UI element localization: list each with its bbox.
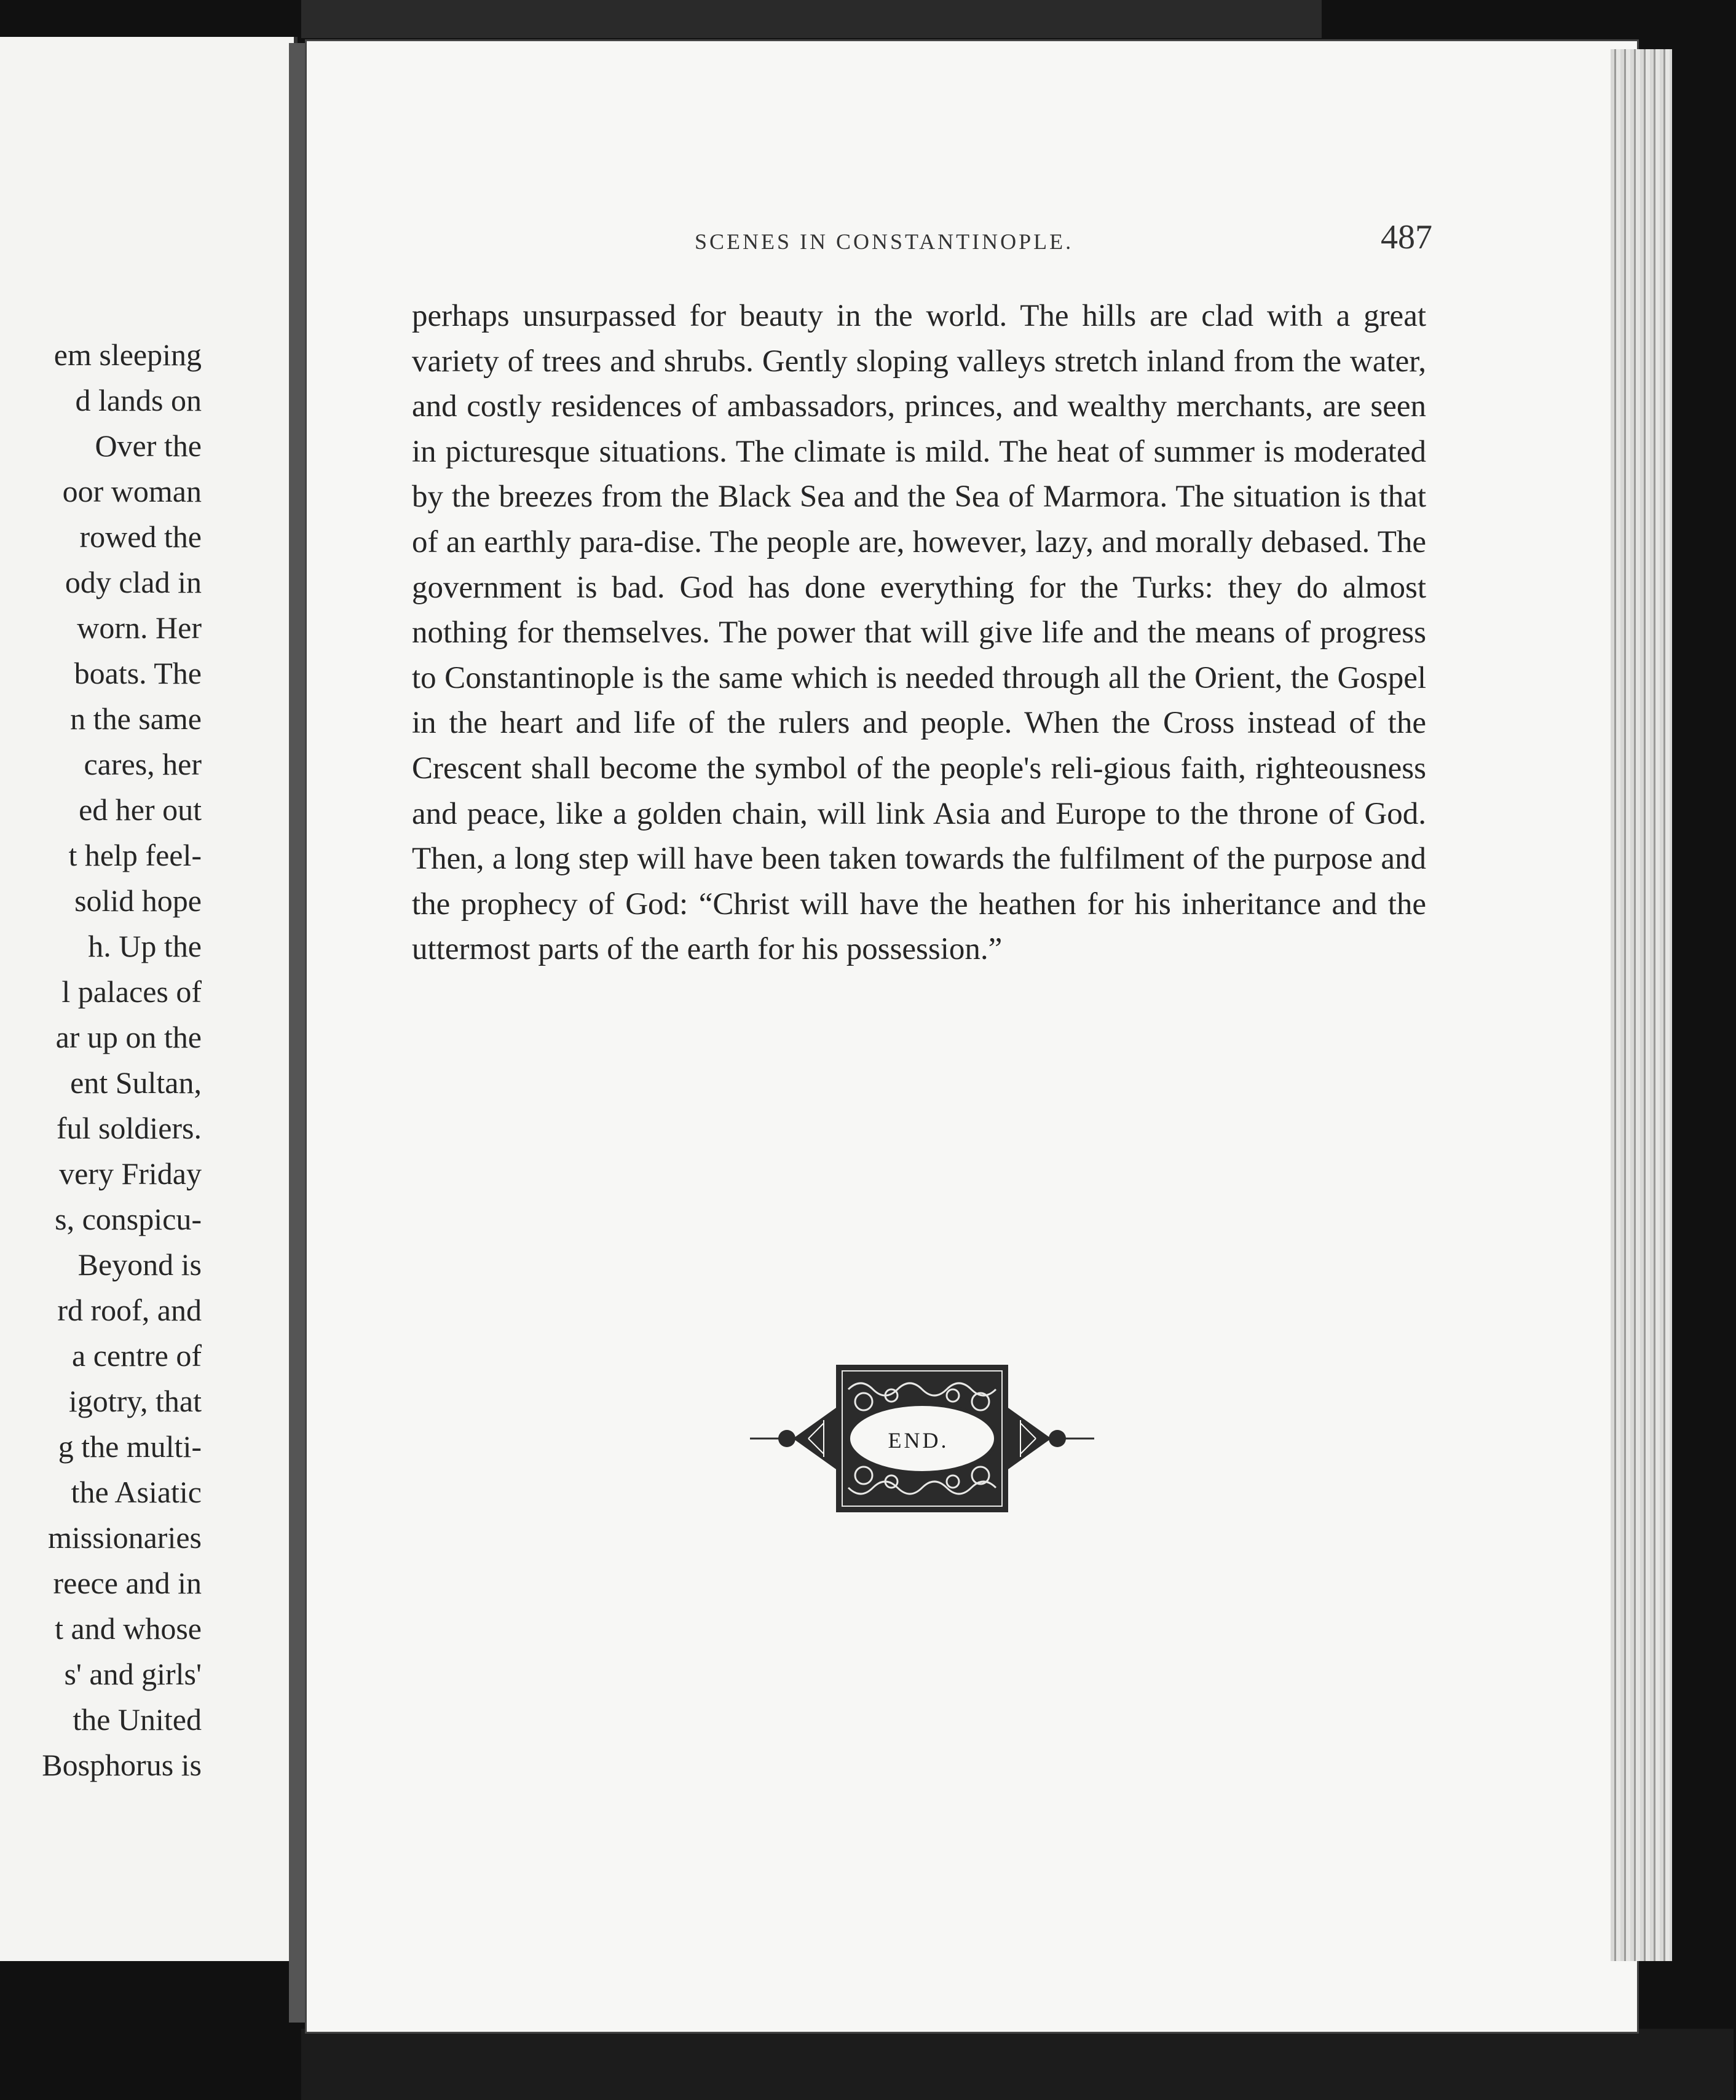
left-page-line: the United — [73, 1702, 202, 1737]
left-page-line: solid hope — [74, 883, 202, 918]
left-page-line: t and whose — [55, 1611, 202, 1646]
left-page-line: t help feel- — [68, 838, 202, 872]
left-page-line: Over the — [95, 428, 202, 463]
left-page-line: Beyond is — [77, 1247, 202, 1282]
left-page-line: igotry, that — [68, 1384, 202, 1418]
left-page-line: a centre of — [72, 1338, 202, 1373]
left-page-line: Bosphorus is — [42, 1748, 202, 1782]
left-page-line: ful soldiers. — [56, 1111, 202, 1145]
left-page-line: em sleeping — [53, 338, 202, 372]
left-page-text — [42, 332, 202, 1788]
left-page-line: h. Up the — [88, 929, 202, 963]
left-page-line: rd roof, and — [57, 1293, 202, 1327]
left-page-line: missionaries — [48, 1520, 202, 1555]
left-page-line: boats. The — [74, 656, 202, 690]
left-page-line: ent Sultan, — [70, 1065, 202, 1100]
end-label: END. — [888, 1428, 949, 1453]
left-page-line: s' and girls' — [64, 1657, 202, 1691]
left-page-line: l palaces of — [61, 974, 202, 1009]
left-page-line: ed her out — [79, 792, 202, 827]
left-page-line: oor woman — [62, 474, 202, 508]
running-title: SCENES IN CONSTANTINOPLE. — [695, 229, 1074, 254]
left-page-line: n the same — [70, 701, 202, 736]
left-page-line: d lands on — [75, 383, 202, 417]
left-page-line: worn. Her — [77, 610, 202, 645]
page-number: 487 — [1381, 218, 1432, 256]
book-gutter — [289, 43, 305, 2023]
running-header — [695, 218, 1432, 259]
left-page-line: ody clad in — [65, 565, 202, 599]
page-edge-stack — [1611, 49, 1672, 1961]
paragraph: perhaps unsurpassed for beauty in the world. The hills are clad with a great variety of trees and shrubs. Gently sloping valleys stretch inland from the water, and costly residences of ambassadors, princes, and wealthy merchants, are seen in picturesque situations. The climate is mild. The heat of summer is moderated by the breezes from the Black Sea and the Sea of Marmora. The situation is that of an earthly para-dise. The people are, however, lazy, and morally debased. The government is bad. God has done everything for the Turks: they do almost nothing for themselves. The power that will give life and the means of progress to Constantinople is the same which is needed through all the Orient, the Gospel in the heart and life of the rulers and people. When the Cross instead of the Crescent shall become the symbol of the people's reli-gious faith, righteousness and peace, like a golden chain, will link Asia and Europe to the throne of God. Then, a long step will have been taken towards the fulfilment of the purpose and the prophecy of God: “Christ will have the heathen for his inheritance and the uttermost parts of the earth for his possession.” — [412, 299, 1426, 967]
left-page-line: rowed the — [79, 519, 202, 554]
left-page — [0, 37, 298, 1961]
left-page-line: the Asiatic — [71, 1475, 202, 1509]
scan-bottom-edge — [301, 2029, 1734, 2100]
left-page-line: s, conspicu- — [55, 1202, 202, 1236]
left-page-line: cares, her — [84, 747, 202, 781]
body-text — [412, 294, 1426, 973]
left-page-line: ar up on the — [55, 1020, 202, 1054]
scan-top-edge — [301, 0, 1322, 38]
left-page-line: g the multi- — [58, 1429, 202, 1464]
left-page-line: very Friday — [59, 1156, 202, 1191]
left-page-line: reece and in — [53, 1566, 202, 1600]
